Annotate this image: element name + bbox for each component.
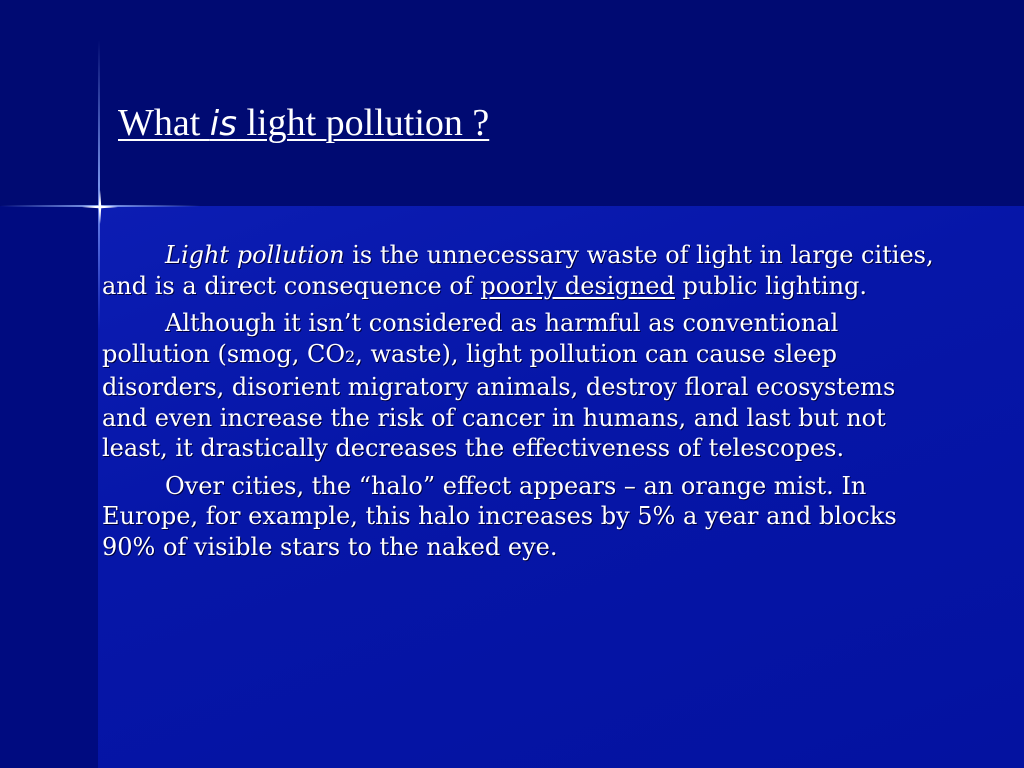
slide-body: [102, 240, 942, 562]
paragraph-definition: [102, 240, 942, 301]
slide-left-margin-background: [0, 206, 98, 768]
vertical-accent-line: [98, 40, 100, 330]
effects-text-end: , waste), light pollution can cause sleep disorders, disorient migratory animals, destroy floral ecosystems and even increase the risk of cancer in humans, and last but not least, it drastically decreases the effectiveness of telescopes.: [102, 339, 896, 462]
effects-text: Although it isn’t considered as harmful as conventional pollution (smog, CO: [102, 309, 839, 368]
paragraph-halo: [102, 471, 942, 563]
term-light-pollution: Light pollution: [165, 241, 345, 269]
sparkle-icon: [82, 190, 118, 224]
title-text-start: What: [118, 102, 210, 144]
definition-text-end: public lighting.: [674, 271, 868, 300]
co2-subscript: 2: [345, 346, 356, 366]
paragraph-effects: [102, 308, 942, 464]
title-text-end: light pollution ?: [236, 102, 490, 144]
definition-text: is the unnecessary waste of light in large cities, and is a direct consequence of: [102, 241, 934, 300]
title-emphasis: is: [209, 104, 237, 144]
halo-text: Over cities, the “halo” effect appears – an orange mist. In Europe, for example, this halo increases by 5% a year and blocks 90% of visible stars to the naked eye.: [102, 471, 897, 561]
slide-title: [118, 98, 489, 149]
underlined-phrase: poorly designed: [480, 271, 675, 300]
